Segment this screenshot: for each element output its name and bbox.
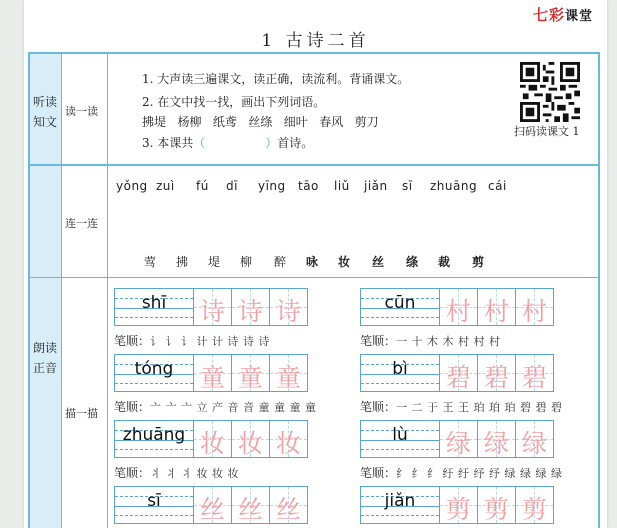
trace-char: 诗 — [275, 297, 301, 326]
tian-grid[interactable] — [516, 486, 554, 524]
trace-cell — [114, 288, 314, 326]
tian-grid[interactable] — [478, 354, 516, 392]
tian-grid[interactable] — [194, 420, 232, 458]
pinyin-item[interactable]: sī — [402, 179, 413, 193]
pinyin-box[interactable] — [114, 288, 194, 326]
trace-char: 村 — [483, 297, 509, 326]
trace-char: 碧 — [445, 363, 471, 392]
pinyin-text: tóng — [134, 359, 174, 379]
hanzi-item[interactable]: 堤 — [208, 255, 221, 269]
tian-grid[interactable] — [440, 354, 478, 392]
trace-cell — [360, 420, 560, 458]
sub-label-column — [62, 54, 108, 164]
pinyin-item[interactable]: zuì — [156, 179, 175, 193]
pinyin-box[interactable] — [360, 420, 440, 458]
trace-char: 剪 — [483, 495, 509, 524]
pinyin-text: cūn — [384, 293, 416, 313]
trace-cell — [114, 354, 314, 392]
instruction-1: 1. 大声读三遍课文，读正确，读流利。背诵课文。 — [142, 72, 410, 86]
trace-cell — [114, 420, 314, 458]
tian-grid[interactable] — [232, 486, 270, 524]
pinyin-box[interactable] — [360, 354, 440, 392]
section-label-column — [30, 278, 62, 528]
hanzi-item[interactable]: 妆 — [338, 255, 351, 269]
trace-char: 诗 — [237, 297, 263, 326]
sub-label-column — [62, 278, 108, 528]
pinyin-box[interactable] — [360, 486, 440, 524]
tian-grid[interactable] — [440, 420, 478, 458]
instruction-2: 2. 在文中找一找，画出下列词语。 — [142, 95, 326, 109]
brand-logo: 七彩课堂 — [532, 6, 593, 24]
trace-cell — [114, 486, 314, 524]
word-list: 拂堤 杨柳 纸鸢 丝绦 细叶 春风 剪刀 — [142, 115, 379, 129]
trace-char: 绿 — [483, 429, 509, 458]
tian-grid[interactable] — [478, 420, 516, 458]
trace-label: 描一描 — [65, 407, 98, 420]
worksheet-page — [24, 0, 607, 528]
tian-grid[interactable] — [270, 354, 308, 392]
trace-cell — [360, 288, 560, 326]
tian-grid[interactable] — [270, 486, 308, 524]
pinyin-item[interactable]: fú — [196, 179, 209, 193]
tian-grid[interactable] — [232, 354, 270, 392]
trace-char: 童 — [237, 363, 263, 392]
pronunciation-section — [30, 278, 598, 528]
tian-grid[interactable] — [516, 288, 554, 326]
trace-char: 童 — [199, 363, 225, 392]
stroke-order: 笔顺：纟 纟 纟 纡 纡 纾 纾 绿 绿 绿 绿 — [360, 466, 563, 480]
hanzi-item[interactable]: 醉 — [274, 255, 287, 269]
trace-char: 丝 — [275, 495, 301, 524]
pinyin-item[interactable]: zhuāng — [430, 179, 478, 193]
tian-grid[interactable] — [516, 354, 554, 392]
tian-grid[interactable] — [440, 486, 478, 524]
trace-char: 绿 — [521, 429, 547, 458]
pinyin-item[interactable]: jiǎn — [364, 179, 388, 193]
trace-char: 村 — [521, 297, 547, 326]
tian-grid[interactable] — [194, 354, 232, 392]
pinyin-box[interactable] — [114, 354, 194, 392]
qr-caption: 扫码读课文 1 — [514, 125, 580, 138]
hanzi-item[interactable]: 剪 — [472, 255, 485, 269]
section-label-listen: 听读知文 — [32, 95, 57, 129]
pinyin-item[interactable]: dī — [226, 179, 238, 193]
trace-cell — [360, 486, 560, 524]
tian-grid[interactable] — [440, 288, 478, 326]
hanzi-item[interactable]: 绦 — [406, 255, 419, 269]
pinyin-text: zhuāng — [122, 425, 186, 445]
exercise-table — [28, 52, 600, 528]
stroke-order: 笔顺：讠 讠 讠 计 计 诗 诗 诗 — [114, 334, 270, 348]
pinyin-text: sī — [147, 491, 161, 511]
trace-char: 村 — [445, 297, 471, 326]
sub-label-column — [62, 166, 108, 277]
tian-grid[interactable] — [194, 486, 232, 524]
trace-cell — [360, 354, 560, 392]
trace-char: 童 — [275, 363, 301, 392]
pinyin-text: lù — [392, 425, 408, 445]
pinyin-box[interactable] — [114, 486, 194, 524]
trace-char: 碧 — [521, 363, 547, 392]
pinyin-item[interactable]: tāo — [298, 179, 319, 193]
section-label-aloud: 朗读正音 — [32, 341, 57, 375]
hanzi-item[interactable]: 柳 — [240, 255, 253, 269]
trace-char: 碧 — [483, 363, 509, 392]
trace-char: 妆 — [237, 429, 263, 458]
section-label-column — [30, 54, 62, 164]
trace-char: 诗 — [199, 297, 225, 326]
pinyin-text: shī — [141, 293, 167, 313]
trace-char: 丝 — [237, 495, 263, 524]
hanzi-item[interactable]: 咏 — [306, 255, 319, 269]
qr-code-icon[interactable] — [520, 62, 580, 122]
pinyin-item[interactable]: yǒng — [116, 179, 148, 193]
pinyin-text: jiǎn — [384, 491, 416, 511]
trace-char: 丝 — [199, 495, 225, 524]
hanzi-item[interactable]: 莺 — [144, 255, 157, 269]
connect-section — [30, 166, 598, 278]
instruction-3: 3. 本课共（ ）首诗。 — [142, 136, 314, 150]
read-label: 读一读 — [65, 105, 98, 118]
hanzi-item[interactable]: 丝 — [372, 255, 385, 269]
hanzi-item[interactable]: 拂 — [176, 255, 189, 269]
tian-grid[interactable] — [270, 288, 308, 326]
trace-char: 妆 — [275, 429, 301, 458]
pinyin-text: bì — [392, 359, 408, 379]
trace-char: 妆 — [199, 429, 225, 458]
pinyin-box[interactable] — [360, 288, 440, 326]
tian-grid[interactable] — [478, 486, 516, 524]
link-label: 连一连 — [65, 217, 98, 230]
pinyin-item[interactable]: liǔ — [334, 179, 350, 193]
tian-grid[interactable] — [232, 420, 270, 458]
tian-grid[interactable] — [232, 288, 270, 326]
stroke-order: 笔顺：亠 亠 亠 立 产 音 音 童 童 童 童 — [114, 400, 317, 414]
tian-grid[interactable] — [516, 420, 554, 458]
pinyin-box[interactable] — [114, 420, 194, 458]
stroke-order: 笔顺：丬 丬 丬 妆 妆 妆 — [114, 466, 239, 480]
tian-grid[interactable] — [478, 288, 516, 326]
tian-grid[interactable] — [194, 288, 232, 326]
pinyin-item[interactable]: yīng — [258, 179, 286, 193]
tian-grid[interactable] — [270, 420, 308, 458]
pinyin-item[interactable]: cái — [488, 179, 507, 193]
trace-char: 绿 — [445, 429, 471, 458]
stroke-order: 笔顺：一 十 木 木 村 村 村 — [360, 334, 501, 348]
page-title: 1 古诗二首 — [261, 31, 370, 51]
hanzi-item[interactable]: 裁 — [438, 255, 451, 269]
section-label-column — [30, 166, 62, 277]
trace-char: 剪 — [521, 495, 547, 524]
listen-read-section — [30, 54, 598, 166]
trace-char: 剪 — [445, 495, 471, 524]
stroke-order: 笔顺：一 二 于 王 王 珀 珀 珀 碧 碧 碧 — [360, 400, 563, 414]
